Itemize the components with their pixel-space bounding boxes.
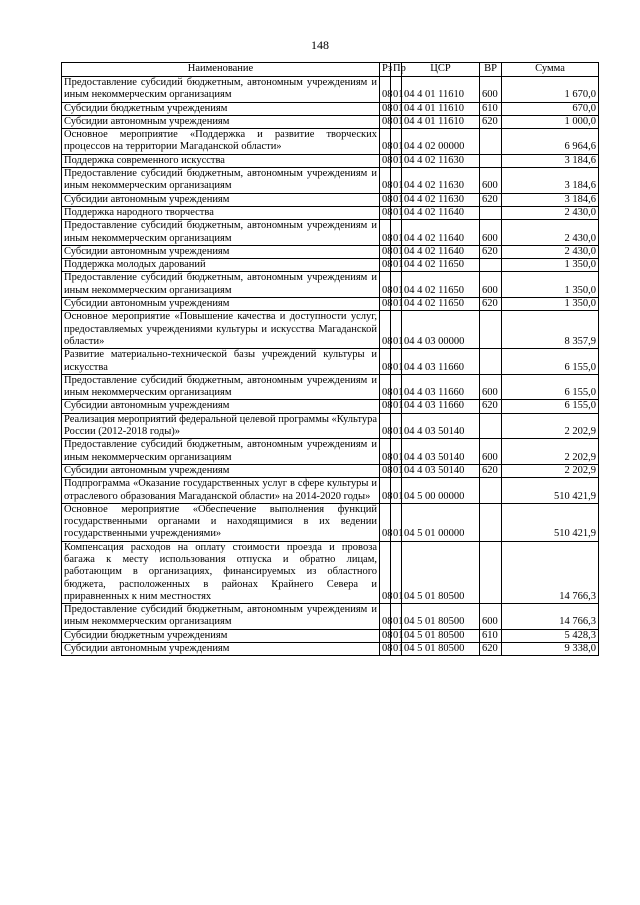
table-row (62, 272, 599, 298)
cell-sum: 5 428,3 (502, 629, 599, 642)
table-row (62, 102, 599, 115)
cell-sum: 6 155,0 (502, 374, 599, 400)
cell-pr: 01 (391, 478, 402, 504)
cell-vr: 620 (480, 115, 502, 128)
cell-rz: 08 (380, 245, 391, 258)
table-row (62, 168, 599, 194)
cell-sum: 1 000,0 (502, 115, 599, 128)
table-row (62, 193, 599, 206)
cell-vr: 600 (480, 439, 502, 465)
cell-vr: 610 (480, 102, 502, 115)
cell-rz: 08 (380, 154, 391, 167)
cell-pr: 01 (391, 168, 402, 194)
header-name: Наименование (62, 63, 380, 77)
table-row (62, 464, 599, 477)
cell-name: Предоставление субсидий бюджетным, автономным учреждениям и иным некоммерческим организациям (62, 77, 380, 103)
cell-csr: 04 4 01 11610 (402, 102, 480, 115)
table-row (62, 439, 599, 465)
cell-rz: 08 (380, 77, 391, 103)
cell-vr: 600 (480, 374, 502, 400)
cell-sum: 2 430,0 (502, 206, 599, 219)
cell-name: Развитие материально-технической базы учреждений культуры и искусства (62, 349, 380, 375)
cell-vr: 610 (480, 629, 502, 642)
cell-sum: 2 202,9 (502, 439, 599, 465)
cell-vr (480, 311, 502, 349)
cell-rz: 08 (380, 311, 391, 349)
cell-sum: 2 430,0 (502, 220, 599, 246)
table-row (62, 643, 599, 656)
cell-vr: 600 (480, 272, 502, 298)
cell-rz: 08 (380, 604, 391, 630)
cell-csr: 04 4 02 11650 (402, 259, 480, 272)
cell-pr: 01 (391, 629, 402, 642)
cell-csr: 04 4 02 11640 (402, 245, 480, 258)
cell-sum: 6 155,0 (502, 349, 599, 375)
header-sum: Сумма (502, 63, 599, 77)
cell-sum: 670,0 (502, 102, 599, 115)
cell-csr: 04 4 01 11610 (402, 115, 480, 128)
table-row (62, 206, 599, 219)
cell-name: Основное мероприятие «Обеспечение выполнения функций государственными органами и находящимися в их ведении государственными учреждениями» (62, 503, 380, 541)
cell-sum: 3 184,6 (502, 168, 599, 194)
cell-sum: 2 202,9 (502, 413, 599, 439)
cell-name: Основное мероприятие «Поддержка и развитие творческих процессов на территории Магаданской области» (62, 129, 380, 155)
cell-name: Субсидии бюджетным учреждениям (62, 102, 380, 115)
cell-vr: 620 (480, 193, 502, 206)
table-row (62, 374, 599, 400)
cell-pr: 01 (391, 439, 402, 465)
cell-sum: 510 421,9 (502, 503, 599, 541)
cell-rz: 08 (380, 193, 391, 206)
table-header-row (62, 63, 599, 77)
cell-pr: 01 (391, 259, 402, 272)
cell-sum: 1 350,0 (502, 259, 599, 272)
cell-name: Поддержка народного творчества (62, 206, 380, 219)
cell-name: Реализация мероприятий федеральной целевой программы «Культура России (2012-2018 годы)» (62, 413, 380, 439)
cell-name: Субсидии автономным учреждениям (62, 298, 380, 311)
cell-sum: 1 350,0 (502, 272, 599, 298)
header-csr: ЦСР (402, 63, 480, 77)
cell-name: Основное мероприятие «Повышение качества и доступности услуг, предоставляемых учреждениями культуры и искусства Магаданской области» (62, 311, 380, 349)
cell-csr: 04 4 02 00000 (402, 129, 480, 155)
cell-vr: 600 (480, 77, 502, 103)
cell-pr: 01 (391, 129, 402, 155)
cell-name: Поддержка современного искусства (62, 154, 380, 167)
cell-name: Субсидии автономным учреждениям (62, 643, 380, 656)
table-row (62, 298, 599, 311)
cell-vr (480, 349, 502, 375)
cell-vr (480, 478, 502, 504)
cell-rz: 08 (380, 349, 391, 375)
cell-csr: 04 4 03 11660 (402, 349, 480, 375)
cell-sum: 14 766,3 (502, 541, 599, 603)
cell-name: Подпрограмма «Оказание государственных услуг в сфере культуры и отраслевого образования Магаданской области» на 2014-2020 годы» (62, 478, 380, 504)
cell-pr: 01 (391, 298, 402, 311)
cell-rz: 08 (380, 413, 391, 439)
table-row (62, 400, 599, 413)
cell-rz: 08 (380, 643, 391, 656)
cell-vr (480, 503, 502, 541)
cell-csr: 04 4 02 11630 (402, 154, 480, 167)
header-vr: ВР (480, 63, 502, 77)
cell-vr: 620 (480, 298, 502, 311)
table-body (62, 77, 599, 656)
cell-rz: 08 (380, 374, 391, 400)
cell-name: Предоставление субсидий бюджетным, автономным учреждениям и иным некоммерческим организациям (62, 374, 380, 400)
cell-sum: 8 357,9 (502, 311, 599, 349)
cell-csr: 04 4 03 00000 (402, 311, 480, 349)
cell-pr: 01 (391, 115, 402, 128)
table-row (62, 503, 599, 541)
cell-rz: 08 (380, 115, 391, 128)
table-row (62, 541, 599, 603)
cell-rz: 08 (380, 129, 391, 155)
budget-table (61, 62, 599, 656)
cell-name: Предоставление субсидий бюджетным, автономным учреждениям и иным некоммерческим организациям (62, 272, 380, 298)
cell-pr: 01 (391, 154, 402, 167)
cell-csr: 04 5 00 00000 (402, 478, 480, 504)
cell-vr: 620 (480, 245, 502, 258)
cell-vr: 620 (480, 400, 502, 413)
cell-csr: 04 5 01 80500 (402, 643, 480, 656)
cell-vr: 600 (480, 168, 502, 194)
cell-name: Субсидии автономным учреждениям (62, 115, 380, 128)
cell-name: Предоставление субсидий бюджетным, автономным учреждениям и иным некоммерческим организациям (62, 604, 380, 630)
cell-vr: 600 (480, 220, 502, 246)
table-row (62, 413, 599, 439)
cell-csr: 04 4 02 11650 (402, 272, 480, 298)
cell-sum: 2 430,0 (502, 245, 599, 258)
cell-pr: 01 (391, 643, 402, 656)
table-row (62, 259, 599, 272)
cell-pr: 01 (391, 220, 402, 246)
cell-rz: 08 (380, 259, 391, 272)
cell-vr: 600 (480, 604, 502, 630)
cell-name: Предоставление субсидий бюджетным, автономным учреждениям и иным некоммерческим организациям (62, 220, 380, 246)
cell-sum: 3 184,6 (502, 193, 599, 206)
cell-csr: 04 5 01 00000 (402, 503, 480, 541)
cell-rz: 08 (380, 220, 391, 246)
table-row (62, 115, 599, 128)
cell-csr: 04 4 03 50140 (402, 439, 480, 465)
cell-csr: 04 4 03 11660 (402, 374, 480, 400)
cell-pr: 01 (391, 102, 402, 115)
cell-sum: 14 766,3 (502, 604, 599, 630)
cell-csr: 04 4 03 50140 (402, 464, 480, 477)
cell-sum: 2 202,9 (502, 464, 599, 477)
cell-vr (480, 413, 502, 439)
cell-csr: 04 5 01 80500 (402, 629, 480, 642)
cell-rz: 08 (380, 102, 391, 115)
page-number: 148 (311, 38, 329, 52)
cell-rz: 08 (380, 298, 391, 311)
table-row (62, 311, 599, 349)
cell-vr (480, 129, 502, 155)
cell-pr: 01 (391, 349, 402, 375)
cell-rz: 08 (380, 464, 391, 477)
cell-name: Предоставление субсидий бюджетным, автономным учреждениям и иным некоммерческим организациям (62, 168, 380, 194)
cell-csr: 04 4 03 11660 (402, 400, 480, 413)
cell-rz: 08 (380, 272, 391, 298)
cell-pr: 01 (391, 400, 402, 413)
cell-csr: 04 4 02 11640 (402, 206, 480, 219)
cell-csr: 04 4 03 50140 (402, 413, 480, 439)
cell-sum: 1 350,0 (502, 298, 599, 311)
cell-pr: 01 (391, 311, 402, 349)
table-row (62, 154, 599, 167)
cell-csr: 04 4 02 11630 (402, 193, 480, 206)
cell-pr: 01 (391, 541, 402, 603)
cell-name: Предоставление субсидий бюджетным, автономным учреждениям и иным некоммерческим организациям (62, 439, 380, 465)
header-pr: Пр (391, 63, 402, 77)
cell-pr: 01 (391, 245, 402, 258)
cell-csr: 04 4 02 11650 (402, 298, 480, 311)
table-row (62, 129, 599, 155)
cell-rz: 08 (380, 478, 391, 504)
table-row (62, 604, 599, 630)
cell-vr (480, 206, 502, 219)
cell-csr: 04 4 02 11640 (402, 220, 480, 246)
cell-rz: 08 (380, 206, 391, 219)
cell-csr: 04 5 01 80500 (402, 604, 480, 630)
cell-pr: 01 (391, 374, 402, 400)
cell-pr: 01 (391, 193, 402, 206)
cell-name: Субсидии бюджетным учреждениям (62, 629, 380, 642)
cell-rz: 08 (380, 503, 391, 541)
cell-name: Поддержка молодых дарований (62, 259, 380, 272)
cell-csr: 04 4 01 11610 (402, 77, 480, 103)
cell-sum: 510 421,9 (502, 478, 599, 504)
table-row (62, 245, 599, 258)
cell-name: Субсидии автономным учреждениям (62, 193, 380, 206)
cell-pr: 01 (391, 604, 402, 630)
table-row (62, 629, 599, 642)
header-rz: Рз (380, 63, 391, 77)
cell-csr: 04 4 02 11630 (402, 168, 480, 194)
cell-csr: 04 5 01 80500 (402, 541, 480, 603)
cell-pr: 01 (391, 272, 402, 298)
cell-name: Субсидии автономным учреждениям (62, 464, 380, 477)
cell-sum: 3 184,6 (502, 154, 599, 167)
cell-pr: 01 (391, 77, 402, 103)
table-row (62, 349, 599, 375)
table-row (62, 77, 599, 103)
cell-rz: 08 (380, 629, 391, 642)
cell-vr (480, 541, 502, 603)
cell-sum: 6 155,0 (502, 400, 599, 413)
cell-pr: 01 (391, 206, 402, 219)
cell-pr: 01 (391, 464, 402, 477)
cell-name: Субсидии автономным учреждениям (62, 245, 380, 258)
table-row (62, 478, 599, 504)
cell-name: Компенсация расходов на оплату стоимости проезда и провоза багажа к месту использования отпуска и обратно лицам, работающим в организациях, финансируемых из областного бюджета, расположенных в районах Крайнего Севера и приравненных к ним местностях (62, 541, 380, 603)
cell-vr: 620 (480, 643, 502, 656)
cell-vr (480, 259, 502, 272)
cell-sum: 9 338,0 (502, 643, 599, 656)
table-row (62, 220, 599, 246)
cell-sum: 1 670,0 (502, 77, 599, 103)
cell-pr: 01 (391, 503, 402, 541)
cell-rz: 08 (380, 541, 391, 603)
cell-vr: 620 (480, 464, 502, 477)
cell-vr (480, 154, 502, 167)
cell-rz: 08 (380, 400, 391, 413)
cell-pr: 01 (391, 413, 402, 439)
cell-rz: 08 (380, 168, 391, 194)
cell-name: Субсидии автономным учреждениям (62, 400, 380, 413)
cell-rz: 08 (380, 439, 391, 465)
cell-sum: 6 964,6 (502, 129, 599, 155)
